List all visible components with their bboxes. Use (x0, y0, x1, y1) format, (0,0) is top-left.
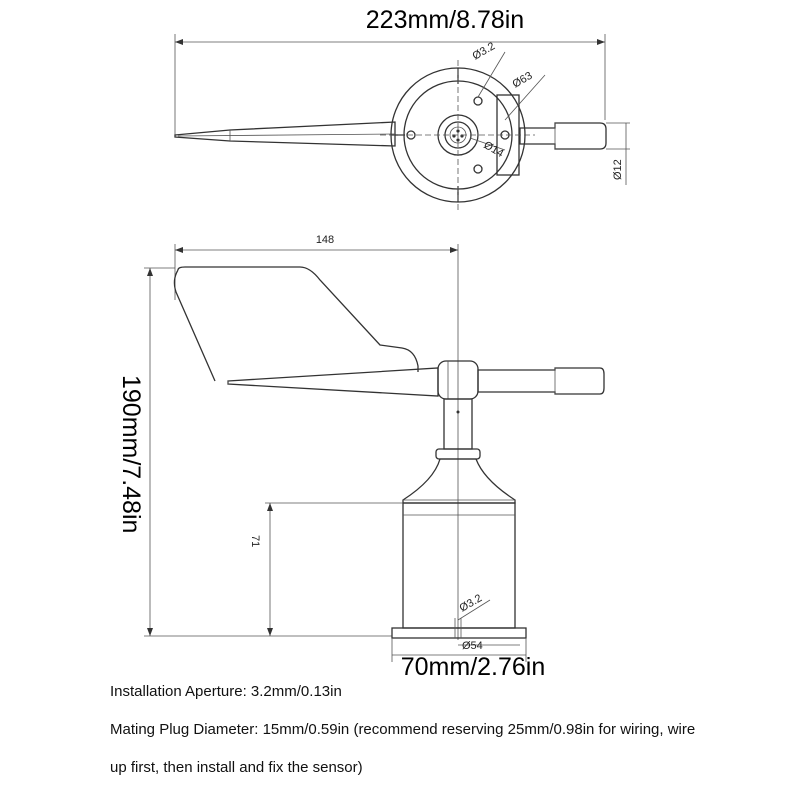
installation-aperture-note: Installation Aperture: 3.2mm/0.13in (110, 683, 342, 700)
base-height-label: 71 (249, 535, 261, 548)
side-neck (403, 459, 515, 503)
base-height-dimension (265, 503, 403, 636)
top-hole-label: Ø3.2 (470, 40, 498, 63)
top-width-label: 223mm/8.78in (365, 6, 525, 34)
side-vane-arm (228, 368, 438, 396)
top-plug-dia-label: Ø14 (481, 139, 506, 160)
height-dimension (144, 268, 392, 636)
tail-dia-label: Ø12 (612, 159, 624, 180)
top-view (175, 6, 630, 210)
vane-length-dimension (175, 244, 458, 640)
side-body (403, 503, 515, 628)
vane-length-label: 148 (315, 234, 335, 246)
side-vane-fin (174, 267, 418, 381)
mating-plug-note-line2: up first, then install and fix the sensor) (110, 759, 363, 776)
top-body-dia-label: Ø63 (510, 69, 535, 91)
flange-dia-label: Ø54 (462, 640, 483, 652)
top-vane-arm (175, 122, 395, 146)
height-label: 190mm/7.48in (117, 375, 145, 534)
side-view (117, 234, 604, 681)
mating-plug-note-line1: Mating Plug Diameter: 15mm/0.59in (recommend reserving 25mm/0.98in for wiring, wire (110, 721, 696, 738)
base-width-label: 70mm/2.76in (400, 653, 546, 681)
width-dimension-line (175, 34, 605, 135)
top-counterweight (520, 123, 606, 149)
side-counterweight (478, 368, 604, 394)
side-flange (392, 618, 526, 638)
side-hole-label: Ø3.2 (457, 592, 485, 615)
